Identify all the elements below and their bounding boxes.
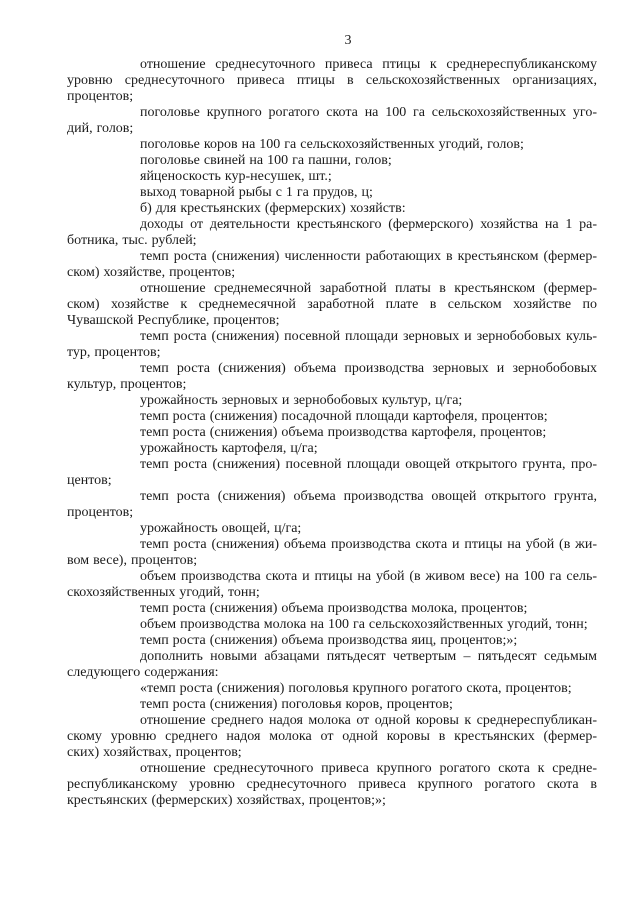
text-line: темп роста (снижения) посадочной площади картофеля, процентов; bbox=[140, 409, 548, 424]
paragraph bbox=[67, 569, 597, 601]
paragraph bbox=[67, 57, 597, 105]
paragraph bbox=[67, 185, 597, 201]
text-line: следующего содержания: bbox=[67, 665, 219, 680]
text-line: темп роста (снижения) объема производства скота и птицы на убой (в жи- bbox=[140, 537, 597, 552]
paragraph bbox=[67, 329, 597, 361]
text-line: скому уровню среднего надоя молока от одной коровы в крестьянских (фермер- bbox=[67, 729, 597, 744]
text-line: выход товарной рыбы с 1 га прудов, ц; bbox=[140, 185, 373, 200]
text-line: урожайность овощей, ц/га; bbox=[140, 521, 302, 536]
paragraph bbox=[67, 201, 597, 217]
text-line: процентов; bbox=[67, 505, 134, 520]
text-line: темп роста (снижения) объема производства молока, процентов; bbox=[140, 601, 528, 616]
paragraph bbox=[67, 249, 597, 281]
text-line: урожайность картофеля, ц/га; bbox=[140, 441, 318, 456]
text-line: отношение среднего надоя молока от одной коровы к среднереспубликан- bbox=[140, 713, 597, 728]
text-line: центов; bbox=[67, 473, 112, 488]
text-line: Чувашской Республике, процентов; bbox=[67, 313, 280, 328]
paragraph bbox=[67, 537, 597, 569]
text-line: яйценоскость кур-несушек, шт.; bbox=[140, 169, 332, 184]
text-line: объем производства молока на 100 га сельскохозяйственных угодий, тонн; bbox=[140, 617, 588, 632]
paragraph bbox=[67, 441, 597, 457]
text-line: объем производства скота и птицы на убой (в живом весе) на 100 га сель- bbox=[140, 569, 597, 584]
text-line: темп роста (снижения) объема производства яиц, процентов;»; bbox=[140, 633, 518, 648]
text-line: «темп роста (снижения) поголовья крупного рогатого скота, процентов; bbox=[140, 681, 572, 696]
paragraph bbox=[67, 633, 597, 649]
paragraph bbox=[67, 169, 597, 185]
text-line: скохозяйственных угодий, тонн; bbox=[67, 585, 260, 600]
paragraph bbox=[67, 425, 597, 441]
text-line: вом весе), процентов; bbox=[67, 553, 198, 568]
paragraph bbox=[67, 489, 597, 521]
text-line: ском) хозяйстве к среднемесячной заработной плате в сельском хозяйстве по bbox=[67, 297, 597, 312]
text-line: темп роста (снижения) посевной площади овощей открытого грунта, про- bbox=[140, 457, 597, 472]
text-line: дий, голов; bbox=[67, 121, 134, 136]
paragraph bbox=[67, 153, 597, 169]
text-line: темп роста (снижения) объема производства зерновых и зернобобовых bbox=[140, 361, 597, 376]
page-number: 3 bbox=[344, 33, 352, 48]
document-text-block bbox=[67, 57, 597, 809]
paragraph bbox=[67, 281, 597, 329]
text-line: поголовье свиней на 100 га пашни, голов; bbox=[140, 153, 392, 168]
paragraph bbox=[67, 361, 597, 393]
text-line: ских) хозяйствах, процентов; bbox=[67, 745, 242, 760]
text-line: темп роста (снижения) объема производства картофеля, процентов; bbox=[140, 425, 547, 440]
text-line: б) для крестьянских (фермерских) хозяйств: bbox=[140, 201, 406, 216]
paragraph bbox=[67, 681, 597, 697]
text-line: отношение среднемесячной заработной платы в крестьянском (фермер- bbox=[140, 281, 597, 296]
paragraph bbox=[67, 409, 597, 425]
text-line: поголовье коров на 100 га сельскохозяйственных угодий, голов; bbox=[140, 137, 524, 152]
text-line: темп роста (снижения) посевной площади зерновых и зернобобовых куль- bbox=[140, 329, 597, 344]
paragraph bbox=[67, 713, 597, 761]
text-line: урожайность зерновых и зернобобовых культур, ц/га; bbox=[140, 393, 463, 408]
text-line: республиканскому уровню среднесуточного привеса крупного рогатого скота в bbox=[67, 777, 597, 792]
text-line: поголовье крупного рогатого скота на 100 га сельскохозяйственных уго- bbox=[140, 105, 597, 120]
text-line: ботника, тыс. рублей; bbox=[67, 233, 197, 248]
paragraph bbox=[67, 137, 597, 153]
paragraph bbox=[67, 457, 597, 489]
text-line: отношение среднесуточного привеса птицы к среднереспубликанскому bbox=[140, 57, 597, 72]
text-line: отношение среднесуточного привеса крупного рогатого скота к средне- bbox=[140, 761, 597, 776]
paragraph bbox=[67, 601, 597, 617]
text-line: дополнить новыми абзацами пятьдесят четвертым – пятьдесят седьмым bbox=[140, 649, 597, 664]
text-line: процентов; bbox=[67, 89, 134, 104]
text-line: ском) хозяйстве, процентов; bbox=[67, 265, 236, 280]
paragraph bbox=[67, 217, 597, 249]
text-line: темп роста (снижения) поголовья коров, процентов; bbox=[140, 697, 453, 712]
paragraph bbox=[67, 105, 597, 137]
paragraph bbox=[67, 521, 597, 537]
paragraph bbox=[67, 697, 597, 713]
paragraph bbox=[67, 617, 597, 633]
text-line: уровню среднесуточного привеса птицы в сельскохозяйственных организациях, bbox=[67, 73, 597, 88]
paragraph bbox=[67, 761, 597, 809]
text-line: темп роста (снижения) численности работающих в крестьянском (фермер- bbox=[140, 249, 597, 264]
paragraph bbox=[67, 393, 597, 409]
paragraph bbox=[67, 649, 597, 681]
text-line: крестьянских (фермерских) хозяйствах, процентов;»; bbox=[67, 793, 386, 808]
text-line: тур, процентов; bbox=[67, 345, 161, 360]
text-line: доходы от деятельности крестьянского (фермерского) хозяйства на 1 ра- bbox=[140, 217, 597, 232]
text-line: культур, процентов; bbox=[67, 377, 187, 392]
text-line: темп роста (снижения) объема производства овощей открытого грунта, bbox=[140, 489, 597, 504]
